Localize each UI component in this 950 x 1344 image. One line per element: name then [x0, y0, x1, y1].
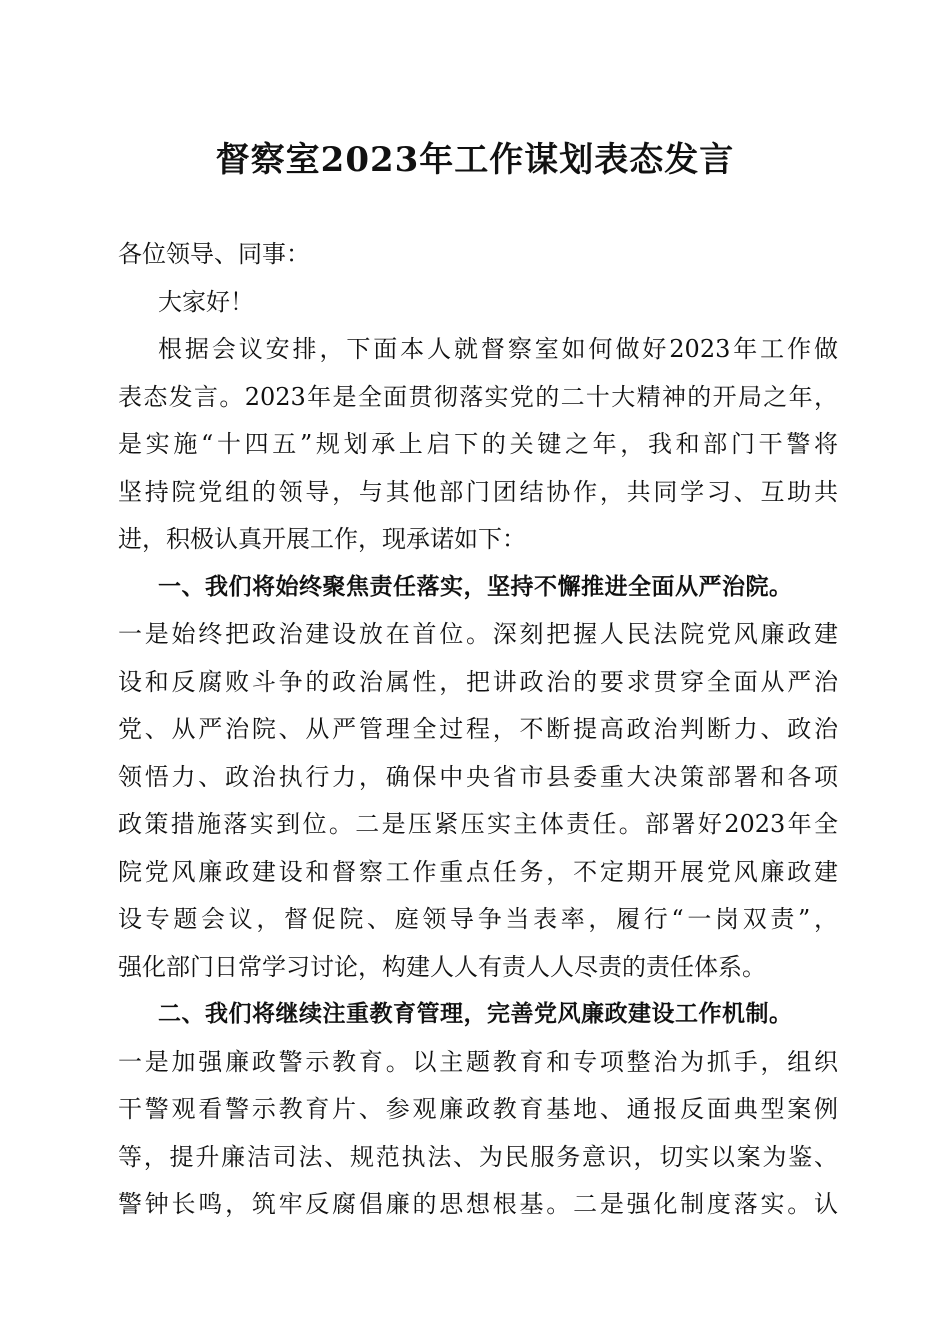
- body-line: 警钟长鸣，筑牢反腐倡廉的思想根基。二是强化制度落实。认: [118, 1190, 838, 1218]
- body-line: 领悟力、政治执行力，确保中央省市县委重大决策部署和各项: [118, 762, 838, 791]
- body-line: 党、从严治院、从严管理全过程，不断提高政治判断力、政治: [118, 715, 838, 743]
- body-line: 设和反腐败斗争的政治属性，把讲政治的要求贯穿全面从严治: [118, 667, 838, 696]
- body-line: 院党风廉政建设和督察工作重点任务，不定期开展党风廉政建: [118, 857, 838, 886]
- body-line: 一是加强廉政警示教育。以主题教育和专项整治为抓手，组织: [118, 1047, 838, 1076]
- document-body: [118, 231, 838, 1229]
- body-line: 坚持院党组的领导，与其他部门团结协作，共同学习、互助共: [118, 477, 838, 506]
- section-heading-1: 一、我们将始终聚焦责任落实，坚持不懈推进全面从严治院。: [158, 573, 793, 600]
- body-line: 设专题会议，督促院、庭领导争当表率，履行“一岗双责”，: [118, 905, 838, 933]
- body-line: 表态发言。2023年是全面贯彻落实党的二十大精神的开局之年，: [118, 382, 838, 411]
- body-line: 进，积极认真开展工作，现承诺如下：: [118, 525, 526, 553]
- body-line: 干警观看警示教育片、参观廉政教育基地、通报反面典型案例: [118, 1095, 838, 1123]
- document-title: 督察室2023年工作谋划表态发言: [215, 140, 735, 180]
- body-line: 根据会议安排，下面本人就督察室如何做好2023年工作做: [158, 335, 838, 363]
- body-line: 是实施“十四五”规划承上启下的关键之年，我和部门干警将: [118, 430, 838, 458]
- body-line: 一是始终把政治建设放在首位。深刻把握人民法院党风廉政建: [118, 620, 838, 648]
- body-line: 政策措施落实到位。二是压紧压实主体责任。部署好2023年全: [118, 810, 838, 838]
- salutation-line: 各位领导、同事：: [118, 240, 310, 268]
- greeting-line: 大家好！: [158, 287, 254, 316]
- body-line: 强化部门日常学习讨论，构建人人有责人人尽责的责任体系。: [118, 952, 766, 981]
- section-heading-2: 二、我们将继续注重教育管理，完善党风廉政建设工作机制。: [158, 1001, 793, 1027]
- body-line: 等，提升廉洁司法、规范执法、为民服务意识，切实以案为鉴、: [118, 1142, 838, 1171]
